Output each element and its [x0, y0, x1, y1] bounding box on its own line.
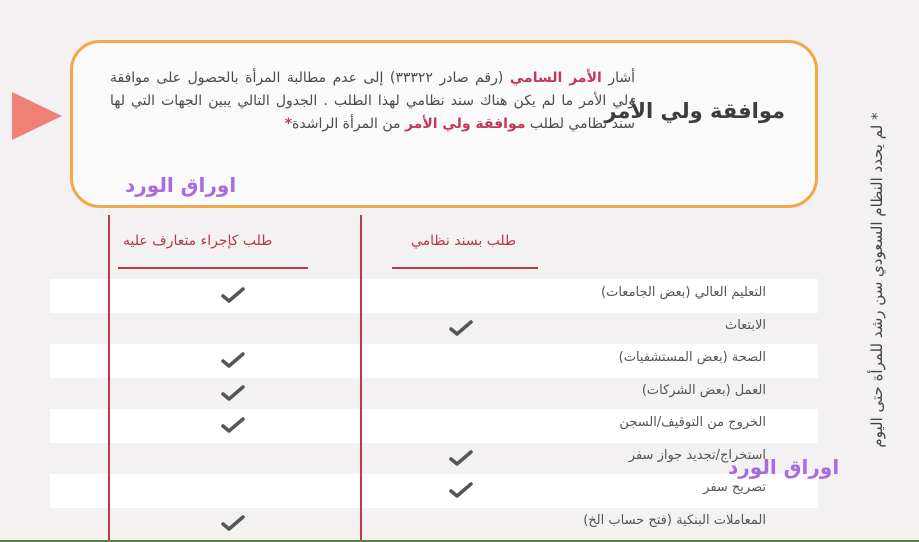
table-row: [50, 344, 818, 378]
table-row: [50, 409, 818, 443]
row-label: العمل (بعض الشركات): [641, 382, 766, 398]
side-note-text: * لم يحدد النظام السعودي سن رشد للمرأة حتى اليوم: [868, 112, 886, 448]
column-underline-customary: [118, 267, 308, 269]
table-row: [50, 507, 818, 541]
row-label: تصريح سفر: [703, 480, 766, 495]
table-row: [50, 474, 818, 508]
row-label: استخراج/تجديد جواز سفر: [628, 447, 766, 463]
section-title: موافقة ولي الأمر: [604, 99, 785, 123]
checkmark-icon: [448, 480, 474, 500]
watermark-bottom: اوراق الورد: [728, 455, 840, 479]
column-divider-right: [360, 215, 362, 542]
checkmark-icon: [220, 513, 246, 533]
row-label: التعليم العالي (بعض الجامعات): [601, 285, 766, 300]
checkmark-icon: [220, 383, 246, 403]
table-row: [50, 442, 818, 476]
column-divider-left: [108, 215, 110, 542]
para-highlight-2: موافقة ولي الأمر: [404, 116, 526, 132]
table-row: [50, 312, 818, 346]
checkmark-icon: [220, 415, 246, 435]
para-text-1: أشار: [601, 70, 635, 86]
row-label: المعاملات البنكية (فتح حساب الخ): [583, 512, 766, 528]
para-highlight-1: الأمر السامي: [509, 70, 602, 86]
checkmark-icon: [448, 448, 474, 468]
table-row: [50, 279, 818, 313]
row-label: الصحة (بعض المستشفيات): [618, 350, 766, 365]
column-header-legal: طلب بسند نظامي: [411, 233, 517, 249]
arrow-right-icon: [12, 92, 62, 140]
checkmark-icon: [220, 285, 246, 305]
table-row: [50, 377, 818, 411]
checkmark-icon: [448, 318, 474, 338]
intro-box: [70, 40, 818, 208]
column-header-customary: طلب كإجراء متعارف عليه: [123, 233, 273, 249]
row-label: الخروج من التوقيف/السجن: [619, 415, 766, 430]
para-star: *: [284, 116, 293, 132]
watermark-top: اوراق الورد: [125, 173, 237, 197]
para-text-3: من المرأة الراشدة: [292, 116, 405, 132]
side-note: [846, 95, 908, 465]
para-text-2: (رقم صادر ٣٣٣٢٢) إلى عدم مطالبة المرأة بالحصول على موافقة ولي الأمر ما لم يكن هناك سند نظامي لهذا الطلب . الجدول التالي يبين الجهات التي لها سند نظامي لطلب: [110, 70, 635, 132]
column-underline-legal: [392, 267, 538, 269]
intro-paragraph: [110, 67, 635, 136]
checkmark-icon: [220, 350, 246, 370]
row-label: الابتعاث: [724, 317, 766, 333]
